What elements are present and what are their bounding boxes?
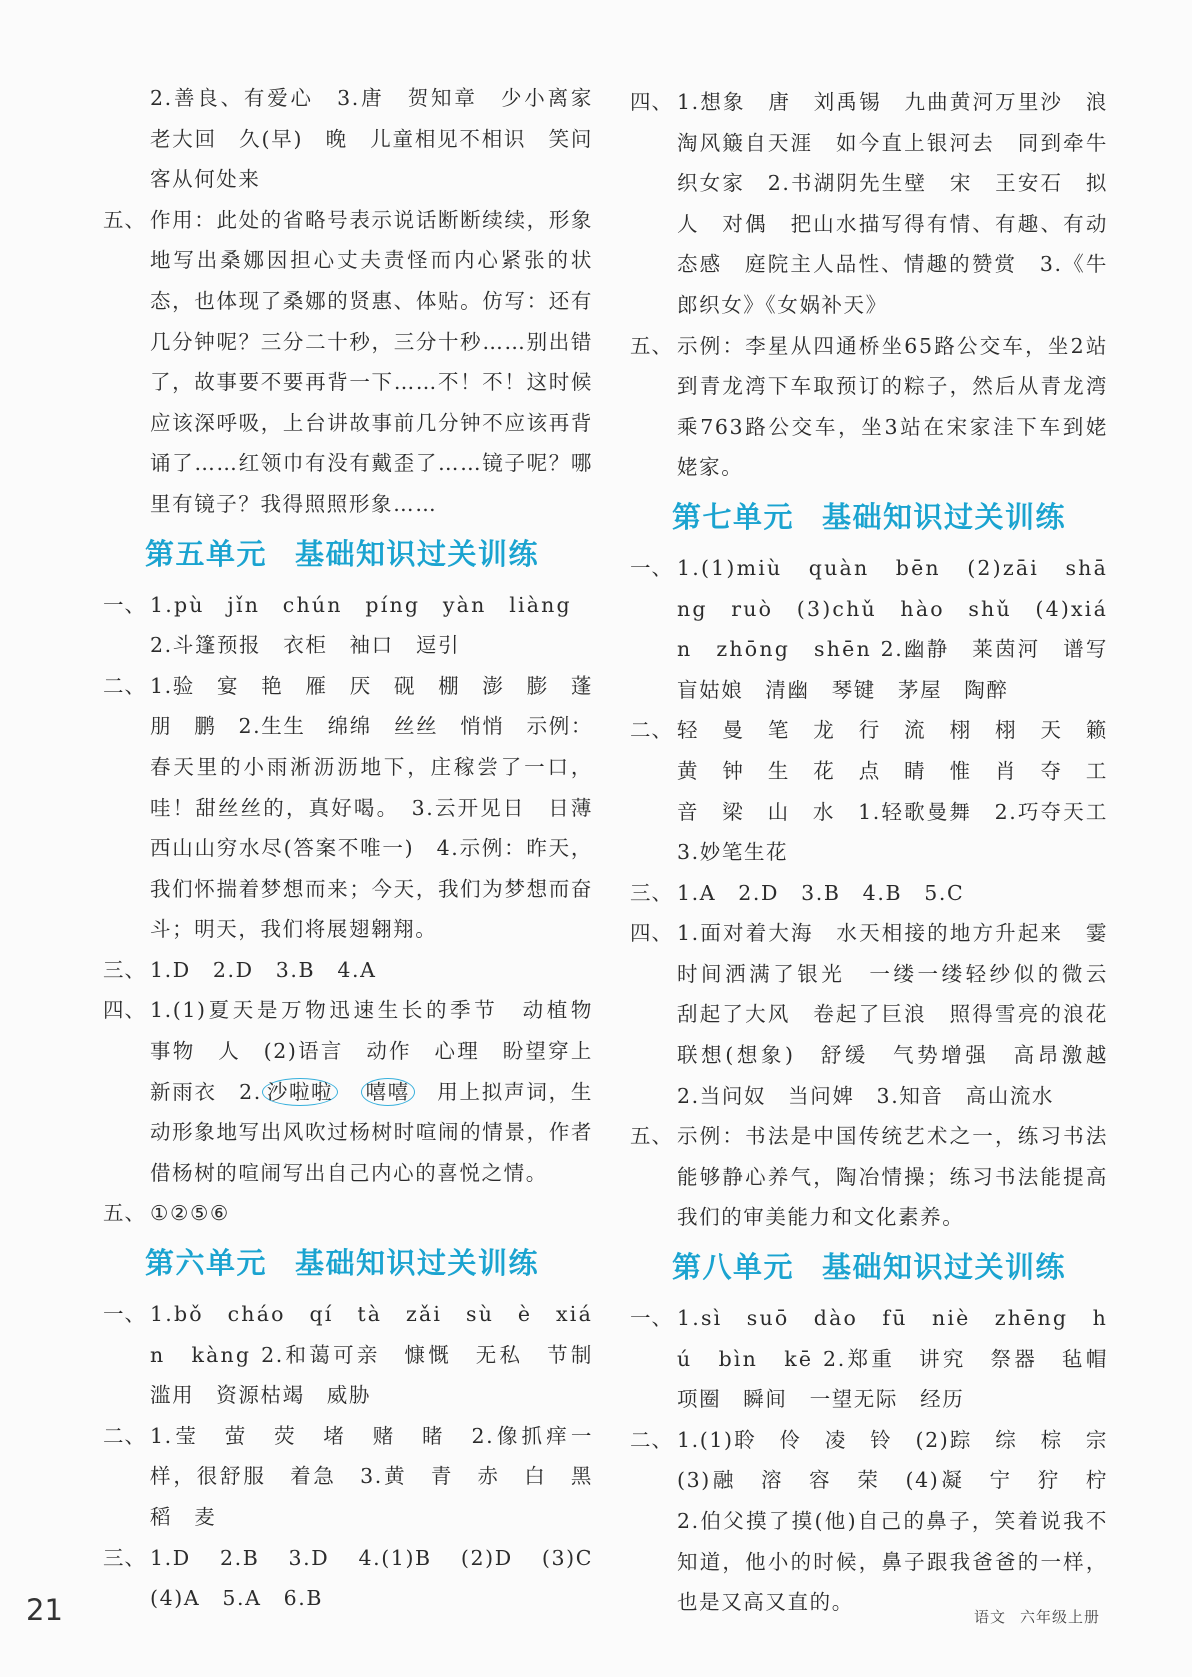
item-marker: 一、	[630, 1306, 673, 1331]
unit-8-title: 第八单元 基础知识过关训练	[672, 1250, 1067, 1285]
item-marker: 一、	[103, 592, 146, 617]
item-marker: 五、	[630, 333, 673, 358]
item-marker: 三、	[630, 880, 673, 905]
answer-item	[103, 78, 593, 200]
item-marker: 五、	[103, 1201, 146, 1226]
unit-5-title: 第五单元 基础知识过关训练	[145, 536, 540, 571]
answer-item	[630, 548, 1131, 710]
pinyin-answers: 1.(1)miù quàn bēn (2)zāi shāng ruò (3)chǔ hào shǔ (4)xián zhōng shēn	[677, 555, 1108, 662]
item-marker: 二、	[630, 718, 673, 743]
answer-text: 1.D 2.D 3.B 4.A	[150, 957, 377, 982]
answer-text: 轻 曼 笔 龙 行 流 栩 栩 天 籁 黄 钟 生 花 点 睛 惟 肖 夺 工 音 梁 山 水 1.轻歌曼舞 2.巧夺天工 3.妙笔生花	[677, 718, 1131, 865]
item-marker: 三、	[103, 957, 146, 982]
item-marker: 五、	[630, 1124, 673, 1149]
item-marker: 三、	[103, 1545, 146, 1570]
item-marker: 四、	[630, 90, 673, 114]
circled-word: 嘻嘻	[361, 1078, 415, 1106]
circled-word: 沙啦啦	[262, 1078, 338, 1106]
item-marker: 一、	[103, 1302, 146, 1327]
item-marker: 一、	[630, 555, 673, 580]
pinyin-answers: 1.sì suō dào fū niè zhēng hú bìn kē	[677, 1306, 1108, 1371]
answer-item	[103, 666, 593, 950]
right-column	[630, 82, 1131, 1623]
answer-item	[103, 1193, 593, 1234]
answer-item	[103, 950, 593, 991]
answer-item	[630, 1420, 1131, 1623]
item-marker: 二、	[103, 673, 146, 698]
answer-text: 1.(1)夏天是万物迅速生长的季节 动植物 事物 人 (2)语言 动作 心理 盼望穿上新雨衣 2. 沙啦啦 嘻嘻 用上拟声词，生动形象地写出风吹过杨树时喧闹的情景，作者借杨树的喧闹写出自己内心的喜悦之情。	[150, 998, 616, 1185]
footer-subject: 语文	[973, 1608, 1006, 1626]
answer-text: 1.D 2.B 3.D 4.(1)B (2)D (3)C (4)A 5.A 6.B	[150, 1545, 616, 1611]
answer-text: 1.(1)miù quàn bēn (2)zāi shāng ruò (3)chǔ hào shǔ (4)xián zhōng shēn 2.幽静 莱茵河 谱写 盲姑娘 清幽 琴键 茅屋 陶醉	[677, 555, 1131, 702]
footer-grade: 六年级上册	[1019, 1608, 1100, 1626]
answer-item	[630, 710, 1131, 872]
answer-text: 1.bǒ cháo qí tà zǎi sù è xián kàng 2.和蔼可亲 慷慨 无私 节制 滥用 资源枯竭 威胁	[150, 1302, 616, 1408]
answer-item	[630, 873, 1108, 914]
answer-item	[103, 1416, 616, 1538]
item-marker: 二、	[630, 1427, 673, 1452]
item-marker: 四、	[630, 921, 673, 946]
answer-text: 1.A 2.D 3.B 4.B 5.C	[677, 880, 965, 905]
answer-text: 1.sì suō dào fū niè zhēng hú bìn kē 2.郑重 讲究 祭器 毡帽 项圈 瞬间 一望无际 经历	[677, 1306, 1131, 1412]
answer-item	[630, 82, 1108, 326]
footer-book-label	[974, 1606, 1100, 1627]
pinyin-answers: 1.bǒ cháo qí tà zǎi sù è xián kàng	[150, 1302, 593, 1367]
answer-text: 示例：李星从四通桥坐65路公交车，坐2站到青龙湾下车取预订的粽子，然后从青龙湾乘763路公交车，坐3站在宋家洼下车到姥姥家。	[677, 333, 1108, 480]
answer-item	[103, 990, 616, 1193]
answer-text: 2.善良、有爱心 3.唐 贺知章 少小离家老大回 久(早) 晚 儿童相见不相识 笑问客从何处来	[150, 86, 593, 192]
item-marker: 四、	[103, 998, 146, 1023]
item-marker: 五、	[103, 207, 146, 232]
answer-item	[103, 585, 593, 666]
unit-6-title: 第六单元 基础知识过关训练	[145, 1246, 540, 1281]
answer-item	[630, 1116, 1108, 1238]
page-number: 21	[26, 1593, 63, 1627]
answer-text: 1.莹 萤 荧 堵 赌 睹 2.像抓痒一样，很舒服 着急 3.黄 青 赤 白 黑 稻 麦	[150, 1423, 616, 1529]
answer-text: 1.(1)聆 伶 凌 铃 (2)踪 综 棕 宗 (3)融 溶 容 荣 (4)凝 宁 狞 柠 2.伯父摸了摸(他)自己的鼻子，笑着说我不知道，他小的时候，鼻子跟我爸爸的一样，也是又高又直的。	[677, 1427, 1131, 1615]
answer-text: ①②⑤⑥	[150, 1201, 230, 1226]
answer-text: 1.验 宴 艳 雁 厌 砚 棚 澎 膨 蓬朋 鹏 2.生生 绵绵 丝丝 悄悄 示例：春天里的小雨淅沥沥地下，庄稼尝了一口，哇！甜丝丝的，真好喝。 3.云开见日 日薄西山山穷水尽(答案不唯一) 4.示例：昨天，我们怀揣着梦想而来；今天，我们为梦想而奋斗；明天，我们将展翅翱翔。	[150, 673, 593, 942]
pinyin-answers: 1.pù jǐn chún píng yàn liàng	[150, 592, 572, 617]
answer-text: 1.想象 唐 刘禹锡 九曲黄河万里沙 浪淘风簸自天涯 如今直上银河去 同到牵牛织女家 2.书湖阴先生壁 宋 王安石 拟人 对偶 把山水描写得有情、有趣、有动态感 庭院主人品性、情趣的赞赏 3.《牛郎织女》《女娲补天》	[677, 90, 1108, 317]
answer-item	[103, 1538, 616, 1619]
answer-text: 1.面对着大海 水天相接的地方升起来 霎时间洒满了银光 一缕一缕轻纱似的微云 刮起了大风 卷起了巨浪 照得雪亮的浪花 联想(想象) 舒缓 气势增强 高昂激越 2.当问奴 当问婢 3.知音 高山流水	[677, 921, 1131, 1108]
answer-item	[630, 913, 1131, 1116]
answer-text: 示例：书法是中国传统艺术之一，练习书法能够静心养气，陶冶情操；练习书法能提高我们的审美能力和文化素养。	[677, 1124, 1108, 1230]
left-column	[103, 78, 616, 1619]
answer-item	[103, 200, 593, 525]
answer-text: 作用：此处的省略号表示说话断断续续，形象地写出桑娜因担心丈夫责怪而内心紧张的状态，也体现了桑娜的贤惠、体贴。仿写：还有几分钟呢？三分二十秒，三分十秒……别出错了，故事要不要再背一下……不！不！这时候应该深呼吸，上台讲故事前几分钟不应该再背诵了……红领巾有没有戴歪了……镜子呢？哪里有镜子？我得照照形象……	[150, 207, 593, 516]
answer-item	[630, 1298, 1131, 1420]
answer-item	[103, 1294, 616, 1416]
item-marker: 二、	[103, 1423, 146, 1448]
answer-item	[630, 326, 1108, 488]
unit-7-title: 第七单元 基础知识过关训练	[672, 499, 1067, 534]
answer-text: 1.pù jǐn chún píng yàn liàng 2.斗篷预报 衣柜 袖口 逗引	[150, 592, 594, 658]
